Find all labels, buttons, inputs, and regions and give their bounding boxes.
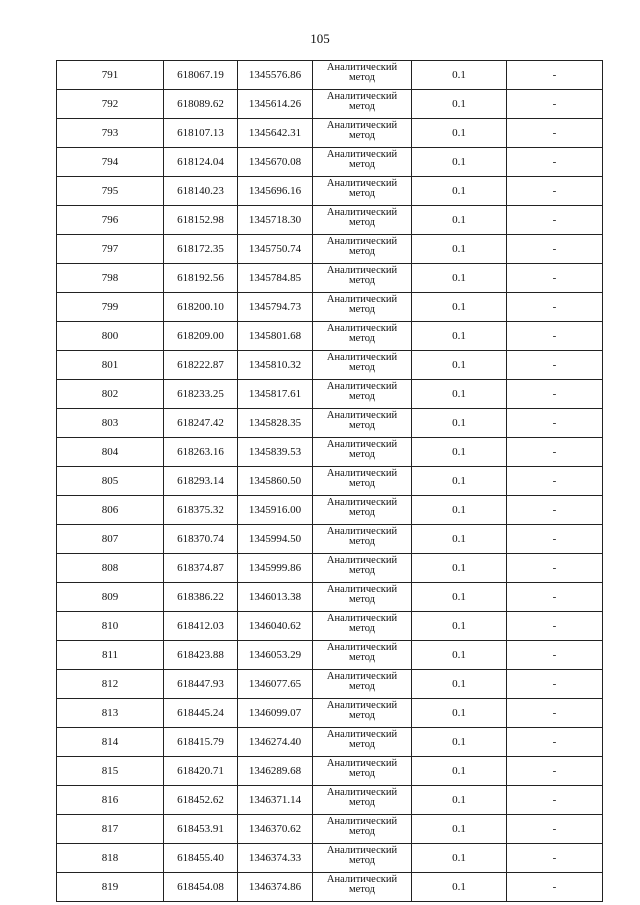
table-row (57, 351, 603, 380)
method-line1: Аналитический (326, 584, 398, 595)
note-cell: - (507, 322, 603, 351)
error-cell: 0.1 (412, 467, 507, 496)
method-line2: метод (348, 391, 376, 402)
x-coordinate-cell: 618445.24 (164, 699, 238, 728)
y-coordinate-cell: 1345999.86 (238, 554, 313, 583)
x-coordinate-cell: 618293.14 (164, 467, 238, 496)
x-coordinate-cell: 618089.62 (164, 90, 238, 119)
method-line2: метод (348, 246, 376, 257)
method-line1: Аналитический (326, 497, 398, 508)
point-number-cell: 795 (57, 177, 164, 206)
x-coordinate-cell: 618447.93 (164, 670, 238, 699)
method-line2: метод (348, 217, 376, 228)
note-cell: - (507, 757, 603, 786)
method-cell (313, 90, 412, 119)
method-line2: метод (348, 507, 376, 518)
table-row (57, 264, 603, 293)
point-number-cell: 817 (57, 815, 164, 844)
x-coordinate-cell: 618453.91 (164, 815, 238, 844)
note-cell: - (507, 177, 603, 206)
method-line1: Аналитический (326, 555, 398, 566)
method-cell (313, 119, 412, 148)
method-line2: метод (348, 768, 376, 779)
method-line1: Аналитический (326, 294, 398, 305)
method-line2: метод (348, 652, 376, 663)
y-coordinate-cell: 1346077.65 (238, 670, 313, 699)
x-coordinate-cell: 618423.88 (164, 641, 238, 670)
point-number-cell: 814 (57, 728, 164, 757)
error-cell: 0.1 (412, 438, 507, 467)
y-coordinate-cell: 1345994.50 (238, 525, 313, 554)
table-row (57, 496, 603, 525)
method-line2: метод (348, 130, 376, 141)
y-coordinate-cell: 1345670.08 (238, 148, 313, 177)
x-coordinate-cell: 618192.56 (164, 264, 238, 293)
x-coordinate-cell: 618263.16 (164, 438, 238, 467)
note-cell: - (507, 786, 603, 815)
point-number-cell: 810 (57, 612, 164, 641)
table-row (57, 380, 603, 409)
error-cell: 0.1 (412, 670, 507, 699)
error-cell: 0.1 (412, 293, 507, 322)
point-number-cell: 804 (57, 438, 164, 467)
error-cell: 0.1 (412, 148, 507, 177)
note-cell: - (507, 815, 603, 844)
x-coordinate-cell: 618067.19 (164, 61, 238, 90)
method-cell (313, 583, 412, 612)
method-line1: Аналитический (326, 468, 398, 479)
method-cell (313, 322, 412, 351)
error-cell: 0.1 (412, 525, 507, 554)
table-row (57, 757, 603, 786)
note-cell: - (507, 235, 603, 264)
x-coordinate-cell: 618455.40 (164, 844, 238, 873)
method-cell (313, 351, 412, 380)
note-cell: - (507, 148, 603, 177)
x-coordinate-cell: 618107.13 (164, 119, 238, 148)
method-line1: Аналитический (326, 642, 398, 653)
method-line1: Аналитический (326, 613, 398, 624)
point-number-cell: 798 (57, 264, 164, 293)
method-line1: Аналитический (326, 700, 398, 711)
method-line1: Аналитический (326, 91, 398, 102)
table-row (57, 583, 603, 612)
table-row (57, 873, 603, 902)
method-line1: Аналитический (326, 816, 398, 827)
coordinates-table (56, 60, 603, 902)
method-cell (313, 293, 412, 322)
point-number-cell: 792 (57, 90, 164, 119)
point-number-cell: 797 (57, 235, 164, 264)
method-cell (313, 554, 412, 583)
y-coordinate-cell: 1345916.00 (238, 496, 313, 525)
method-cell (313, 438, 412, 467)
method-cell (313, 206, 412, 235)
method-line2: метод (348, 855, 376, 866)
method-line1: Аналитический (326, 352, 398, 363)
table-row (57, 119, 603, 148)
x-coordinate-cell: 618420.71 (164, 757, 238, 786)
point-number-cell: 803 (57, 409, 164, 438)
note-cell: - (507, 409, 603, 438)
point-number-cell: 811 (57, 641, 164, 670)
method-line1: Аналитический (326, 526, 398, 537)
error-cell: 0.1 (412, 554, 507, 583)
error-cell: 0.1 (412, 583, 507, 612)
y-coordinate-cell: 1345839.53 (238, 438, 313, 467)
method-line1: Аналитический (326, 845, 398, 856)
method-line2: метод (348, 884, 376, 895)
table-row (57, 148, 603, 177)
point-number-cell: 812 (57, 670, 164, 699)
error-cell: 0.1 (412, 119, 507, 148)
table-row (57, 844, 603, 873)
method-line2: метод (348, 739, 376, 750)
x-coordinate-cell: 618454.08 (164, 873, 238, 902)
method-line1: Аналитический (326, 62, 398, 73)
note-cell: - (507, 496, 603, 525)
y-coordinate-cell: 1346370.62 (238, 815, 313, 844)
method-cell (313, 264, 412, 293)
error-cell: 0.1 (412, 380, 507, 409)
method-cell (313, 757, 412, 786)
method-cell (313, 148, 412, 177)
method-line1: Аналитический (326, 758, 398, 769)
table-row (57, 467, 603, 496)
method-cell (313, 670, 412, 699)
note-cell: - (507, 583, 603, 612)
note-cell: - (507, 380, 603, 409)
y-coordinate-cell: 1345614.26 (238, 90, 313, 119)
method-cell (313, 612, 412, 641)
point-number-cell: 805 (57, 467, 164, 496)
method-line2: метод (348, 333, 376, 344)
x-coordinate-cell: 618222.87 (164, 351, 238, 380)
method-line2: метод (348, 72, 376, 83)
method-cell (313, 786, 412, 815)
method-cell (313, 177, 412, 206)
point-number-cell: 802 (57, 380, 164, 409)
table-row (57, 525, 603, 554)
method-cell (313, 641, 412, 670)
method-line2: метод (348, 565, 376, 576)
error-cell: 0.1 (412, 90, 507, 119)
method-line1: Аналитический (326, 178, 398, 189)
x-coordinate-cell: 618370.74 (164, 525, 238, 554)
point-number-cell: 807 (57, 525, 164, 554)
error-cell: 0.1 (412, 612, 507, 641)
method-line2: метод (348, 275, 376, 286)
point-number-cell: 815 (57, 757, 164, 786)
note-cell: - (507, 438, 603, 467)
table-row (57, 61, 603, 90)
error-cell: 0.1 (412, 61, 507, 90)
error-cell: 0.1 (412, 206, 507, 235)
x-coordinate-cell: 618386.22 (164, 583, 238, 612)
y-coordinate-cell: 1346099.07 (238, 699, 313, 728)
y-coordinate-cell: 1346274.40 (238, 728, 313, 757)
note-cell: - (507, 728, 603, 757)
x-coordinate-cell: 618200.10 (164, 293, 238, 322)
error-cell: 0.1 (412, 235, 507, 264)
error-cell: 0.1 (412, 815, 507, 844)
x-coordinate-cell: 618172.35 (164, 235, 238, 264)
method-line2: метод (348, 101, 376, 112)
note-cell: - (507, 90, 603, 119)
x-coordinate-cell: 618209.00 (164, 322, 238, 351)
method-line1: Аналитический (326, 265, 398, 276)
y-coordinate-cell: 1345828.35 (238, 409, 313, 438)
error-cell: 0.1 (412, 728, 507, 757)
error-cell: 0.1 (412, 351, 507, 380)
method-cell (313, 235, 412, 264)
method-cell (313, 873, 412, 902)
x-coordinate-cell: 618374.87 (164, 554, 238, 583)
note-cell: - (507, 641, 603, 670)
table-row (57, 612, 603, 641)
method-line1: Аналитический (326, 207, 398, 218)
method-line1: Аналитический (326, 671, 398, 682)
method-line2: метод (348, 681, 376, 692)
note-cell: - (507, 699, 603, 728)
y-coordinate-cell: 1345696.16 (238, 177, 313, 206)
error-cell: 0.1 (412, 496, 507, 525)
note-cell: - (507, 844, 603, 873)
point-number-cell: 816 (57, 786, 164, 815)
y-coordinate-cell: 1345794.73 (238, 293, 313, 322)
point-number-cell: 800 (57, 322, 164, 351)
method-cell (313, 525, 412, 554)
error-cell: 0.1 (412, 322, 507, 351)
method-line2: метод (348, 826, 376, 837)
note-cell: - (507, 264, 603, 293)
point-number-cell: 801 (57, 351, 164, 380)
method-line1: Аналитический (326, 874, 398, 885)
table-row (57, 177, 603, 206)
table-row (57, 206, 603, 235)
table-row (57, 815, 603, 844)
point-number-cell: 794 (57, 148, 164, 177)
y-coordinate-cell: 1346374.33 (238, 844, 313, 873)
point-number-cell: 818 (57, 844, 164, 873)
method-line1: Аналитический (326, 323, 398, 334)
point-number-cell: 791 (57, 61, 164, 90)
y-coordinate-cell: 1345642.31 (238, 119, 313, 148)
method-line1: Аналитический (326, 381, 398, 392)
table-row (57, 322, 603, 351)
method-cell (313, 409, 412, 438)
note-cell: - (507, 873, 603, 902)
method-line2: метод (348, 710, 376, 721)
method-line2: метод (348, 304, 376, 315)
x-coordinate-cell: 618415.79 (164, 728, 238, 757)
method-line1: Аналитический (326, 236, 398, 247)
method-line1: Аналитический (326, 729, 398, 740)
error-cell: 0.1 (412, 409, 507, 438)
note-cell: - (507, 525, 603, 554)
note-cell: - (507, 554, 603, 583)
x-coordinate-cell: 618152.98 (164, 206, 238, 235)
method-line2: метод (348, 594, 376, 605)
point-number-cell: 806 (57, 496, 164, 525)
note-cell: - (507, 206, 603, 235)
table-row (57, 670, 603, 699)
note-cell: - (507, 351, 603, 380)
y-coordinate-cell: 1345718.30 (238, 206, 313, 235)
method-cell (313, 496, 412, 525)
error-cell: 0.1 (412, 786, 507, 815)
note-cell: - (507, 670, 603, 699)
method-line1: Аналитический (326, 439, 398, 450)
point-number-cell: 819 (57, 873, 164, 902)
method-line1: Аналитический (326, 787, 398, 798)
y-coordinate-cell: 1345860.50 (238, 467, 313, 496)
x-coordinate-cell: 618233.25 (164, 380, 238, 409)
note-cell: - (507, 119, 603, 148)
table-row (57, 641, 603, 670)
method-line1: Аналитический (326, 120, 398, 131)
error-cell: 0.1 (412, 844, 507, 873)
error-cell: 0.1 (412, 757, 507, 786)
method-line2: метод (348, 188, 376, 199)
note-cell: - (507, 467, 603, 496)
table-row (57, 409, 603, 438)
error-cell: 0.1 (412, 177, 507, 206)
method-line2: метод (348, 478, 376, 489)
y-coordinate-cell: 1345810.32 (238, 351, 313, 380)
method-line1: Аналитический (326, 410, 398, 421)
y-coordinate-cell: 1346053.29 (238, 641, 313, 670)
y-coordinate-cell: 1345801.68 (238, 322, 313, 351)
y-coordinate-cell: 1346040.62 (238, 612, 313, 641)
method-line2: метод (348, 362, 376, 373)
point-number-cell: 813 (57, 699, 164, 728)
note-cell: - (507, 61, 603, 90)
method-cell (313, 380, 412, 409)
table-row (57, 438, 603, 467)
method-cell (313, 467, 412, 496)
table-body (57, 61, 603, 902)
method-cell (313, 728, 412, 757)
y-coordinate-cell: 1345784.85 (238, 264, 313, 293)
x-coordinate-cell: 618375.32 (164, 496, 238, 525)
page-number: 105 (310, 31, 330, 46)
table-row (57, 235, 603, 264)
table-row (57, 90, 603, 119)
method-line1: Аналитический (326, 149, 398, 160)
error-cell: 0.1 (412, 699, 507, 728)
method-cell (313, 61, 412, 90)
y-coordinate-cell: 1346013.38 (238, 583, 313, 612)
method-cell (313, 815, 412, 844)
method-line2: метод (348, 420, 376, 431)
point-number-cell: 793 (57, 119, 164, 148)
point-number-cell: 796 (57, 206, 164, 235)
x-coordinate-cell: 618140.23 (164, 177, 238, 206)
point-number-cell: 808 (57, 554, 164, 583)
method-cell (313, 699, 412, 728)
note-cell: - (507, 612, 603, 641)
method-line2: метод (348, 623, 376, 634)
x-coordinate-cell: 618124.04 (164, 148, 238, 177)
method-line2: метод (348, 159, 376, 170)
error-cell: 0.1 (412, 873, 507, 902)
y-coordinate-cell: 1345817.61 (238, 380, 313, 409)
y-coordinate-cell: 1346289.68 (238, 757, 313, 786)
table-row (57, 554, 603, 583)
note-cell: - (507, 293, 603, 322)
method-line2: метод (348, 536, 376, 547)
y-coordinate-cell: 1346374.86 (238, 873, 313, 902)
table-row (57, 699, 603, 728)
table-row (57, 786, 603, 815)
point-number-cell: 809 (57, 583, 164, 612)
y-coordinate-cell: 1345750.74 (238, 235, 313, 264)
y-coordinate-cell: 1345576.86 (238, 61, 313, 90)
x-coordinate-cell: 618452.62 (164, 786, 238, 815)
point-number-cell: 799 (57, 293, 164, 322)
method-line2: метод (348, 797, 376, 808)
x-coordinate-cell: 618412.03 (164, 612, 238, 641)
y-coordinate-cell: 1346371.14 (238, 786, 313, 815)
error-cell: 0.1 (412, 641, 507, 670)
table-row (57, 728, 603, 757)
table-row (57, 293, 603, 322)
error-cell: 0.1 (412, 264, 507, 293)
method-cell (313, 844, 412, 873)
x-coordinate-cell: 618247.42 (164, 409, 238, 438)
method-line2: метод (348, 449, 376, 460)
